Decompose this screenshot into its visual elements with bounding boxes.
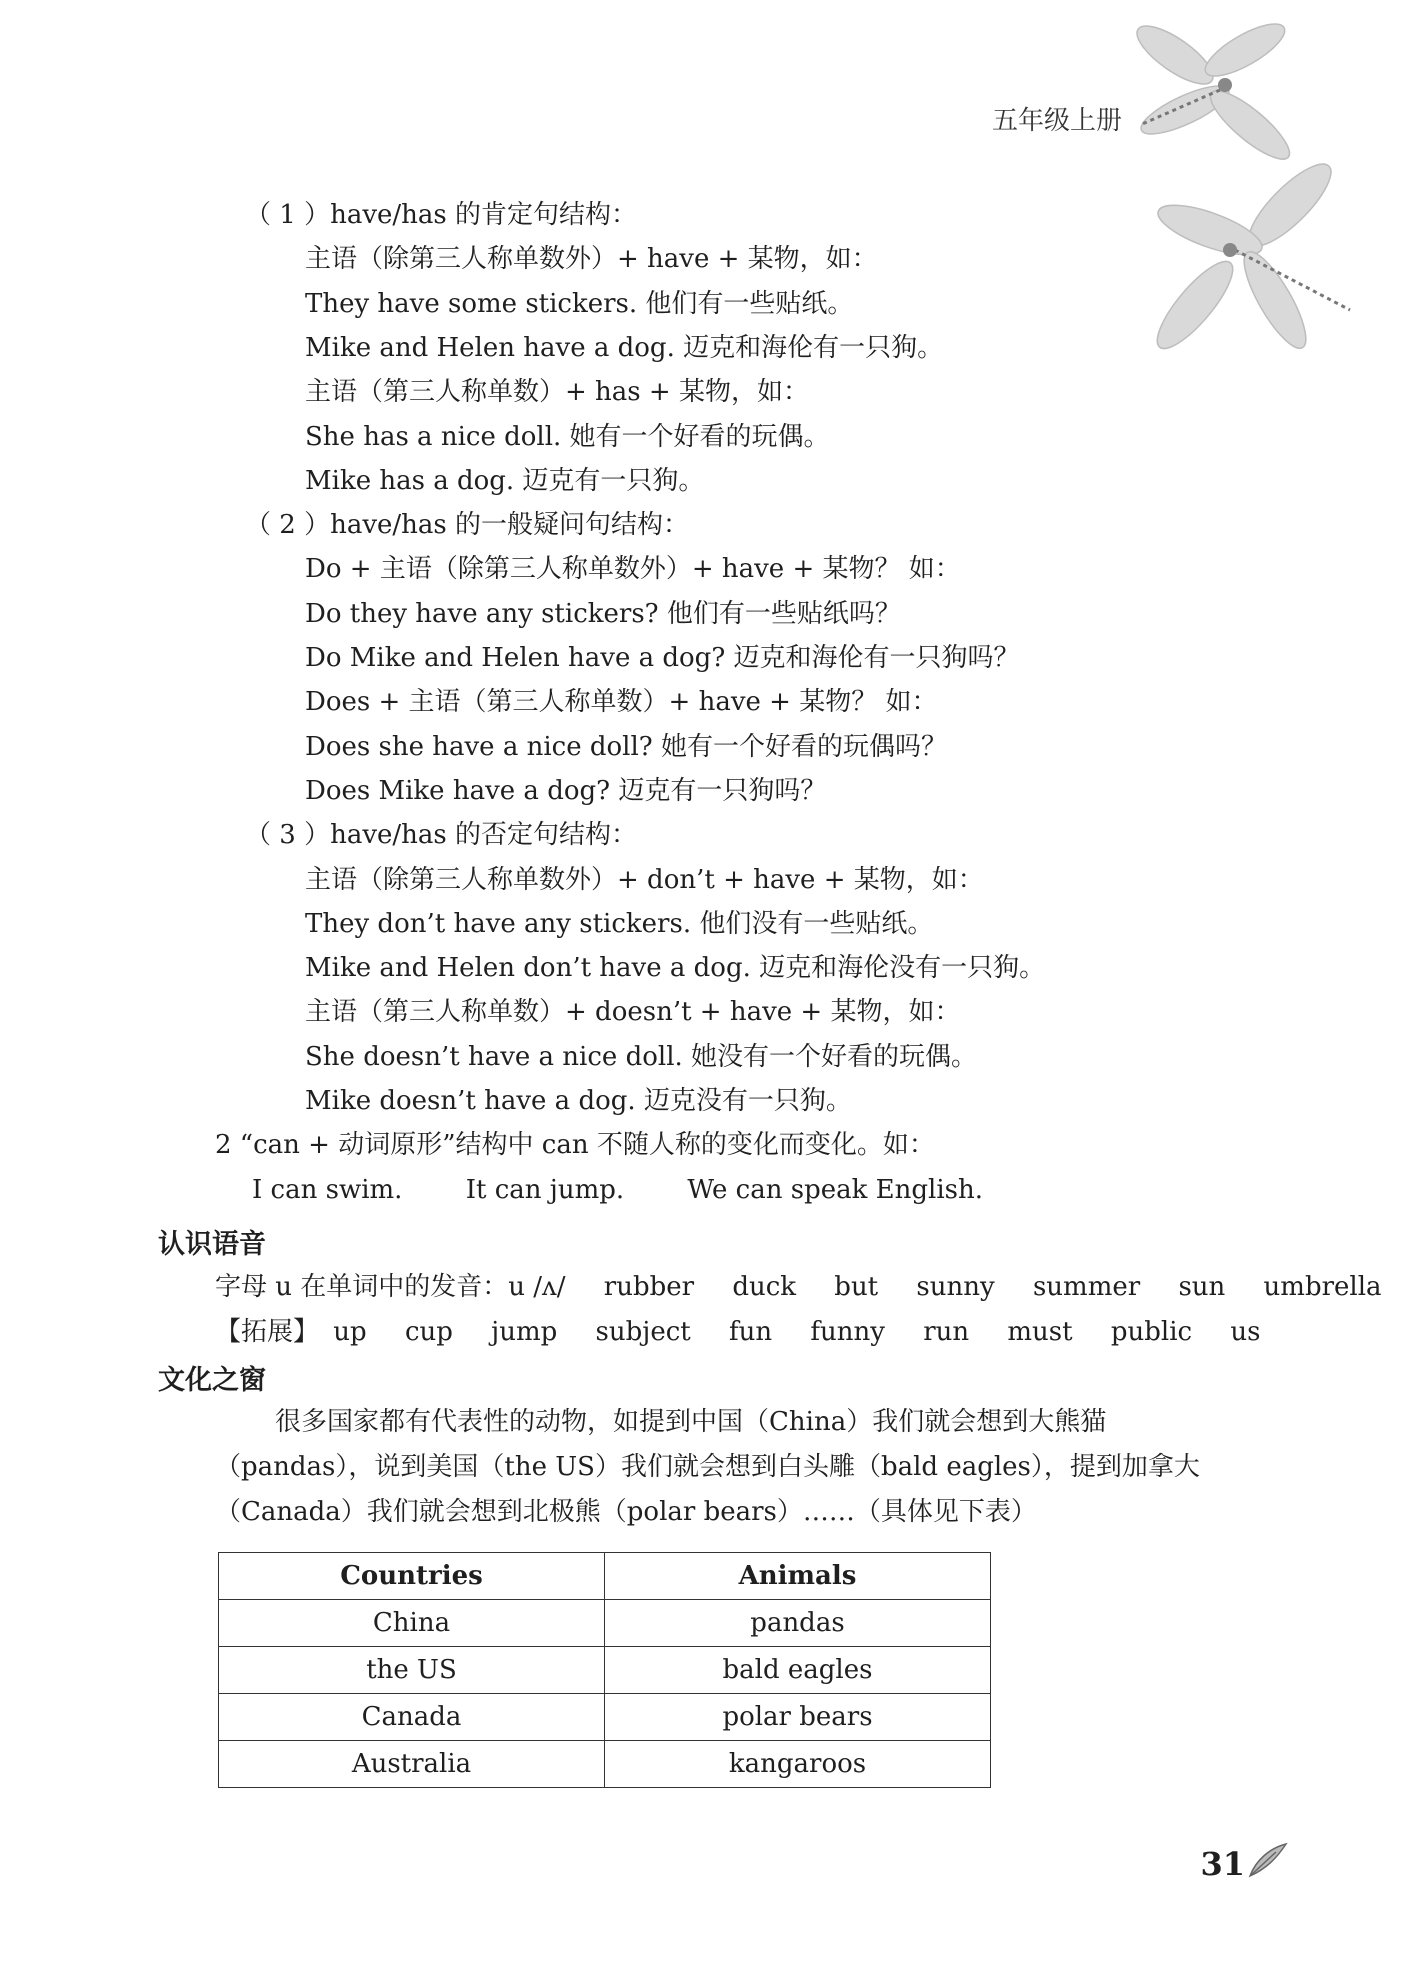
text-line: She doesn’t have a nice doll. 她没有一个好看的玩偶。: [305, 1041, 978, 1072]
text-line: 主语（除第三人称单数外）+ have + 某物，如：: [305, 244, 878, 275]
extension-word: cup: [404, 1317, 453, 1347]
extension-word: must: [1007, 1317, 1073, 1347]
table-header-row: [219, 1553, 991, 1600]
can-example: We can speak English.: [687, 1175, 983, 1205]
phonics-word: duck: [732, 1272, 797, 1302]
phonics-line: [215, 1265, 1412, 1309]
text-line: Does Mike have a dog? 迈克有一只狗吗？: [305, 775, 827, 806]
table-cell: China: [219, 1600, 605, 1647]
culture-paragraph: [215, 1400, 1235, 1535]
text-line: Does + 主语（第三人称单数）+ have + 某物？ 如：: [305, 687, 938, 718]
text-line: Do Mike and Helen have a dog? 迈克和海伦有一只狗吗？: [305, 643, 1020, 673]
can-example: I can swim.: [252, 1175, 403, 1205]
table-header: Animals: [605, 1553, 991, 1600]
extension-word: funny: [810, 1317, 885, 1347]
extension-line: [215, 1310, 1290, 1354]
table-cell: Australia: [219, 1741, 605, 1788]
text-line: 主语（第三人称单数）+ doesn’t + have + 某物，如：: [305, 997, 961, 1028]
table-cell: polar bears: [605, 1694, 991, 1741]
text-line: （ 1 ）have/has 的肯定句结构：: [245, 200, 638, 230]
extension-word: jump: [491, 1317, 558, 1347]
text-line: （ 2 ）have/has 的一般疑问句结构：: [245, 510, 690, 541]
text-line: She has a nice doll. 她有一个好看的玩偶。: [305, 421, 830, 452]
extension-word: public: [1110, 1317, 1193, 1347]
table-cell: bald eagles: [605, 1647, 991, 1694]
section-heading-culture: 文化之窗: [158, 1365, 266, 1396]
text-line: Mike doesn’t have a dog. 迈克没有一只狗。: [305, 1086, 852, 1116]
phonics-word: rubber: [603, 1272, 695, 1302]
text-line: 主语（第三人称单数）+ has + 某物，如：: [305, 377, 809, 408]
text-line: （ 3 ）have/has 的否定句结构：: [245, 820, 638, 851]
text-line: Mike and Helen don’t have a dog. 迈克和海伦没有一只狗。: [305, 953, 1046, 984]
table-cell: kangaroos: [605, 1741, 991, 1788]
text-line: 主语（除第三人称单数外）+ don’t + have + 某物，如：: [305, 864, 984, 895]
table-header: Countries: [219, 1553, 605, 1600]
extension-word: up: [333, 1317, 367, 1347]
extension-word: fun: [729, 1317, 773, 1347]
text-line: 2 “can + 动词原形”结构中 can 不随人称的变化而变化。如：: [215, 1130, 935, 1161]
phonics-word: sunny: [916, 1272, 995, 1302]
countries-animals-table: [218, 1552, 991, 1788]
extension-word: us: [1230, 1317, 1261, 1347]
text-line: They have some stickers. 他们有一些贴纸。: [305, 288, 854, 319]
phonics-word: but: [834, 1272, 879, 1302]
phonics-word: sun: [1178, 1272, 1226, 1302]
can-example: It can jump.: [465, 1175, 625, 1205]
extension-word: run: [923, 1317, 970, 1347]
culture-text: 很多国家都有代表性的动物，如提到中国（China）我们就会想到大熊猫（pandas），说到美国（the US）我们就会想到白头雕（bald eagles），提到加拿大（Canada）我们就会想到北极熊（polar bears）……（具体见下表）: [215, 1407, 1200, 1527]
table-row: [219, 1647, 991, 1694]
dragonfly-decoration: [1020, 0, 1350, 400]
section-heading-phonics: 认识语音: [158, 1229, 266, 1260]
text-line: Do + 主语（除第三人称单数外）+ have + 某物？ 如：: [305, 554, 961, 585]
table-cell: pandas: [605, 1600, 991, 1647]
table-row: [219, 1694, 991, 1741]
can-examples: [252, 1168, 1013, 1212]
extension-label: 【拓展】: [215, 1317, 320, 1347]
text-line: Does she have a nice doll? 她有一个好看的玩偶吗？: [305, 731, 947, 762]
text-line: Mike and Helen have a dog. 迈克和海伦有一只狗。: [305, 332, 944, 363]
leaf-icon: [1246, 1840, 1288, 1880]
table-row: [219, 1741, 991, 1788]
text-line: Do they have any stickers? 他们有一些贴纸吗？: [305, 598, 901, 629]
table-row: [219, 1600, 991, 1647]
phonics-intro: 字母 u 在单词中的发音：u /ʌ/: [215, 1272, 566, 1302]
table-cell: Canada: [219, 1694, 605, 1741]
extension-word: subject: [595, 1317, 691, 1347]
text-line: They don’t have any stickers. 他们没有一些贴纸。: [305, 908, 934, 939]
phonics-word: umbrella: [1263, 1272, 1382, 1302]
grade-header: 五年级上册: [991, 106, 1122, 136]
table-cell: the US: [219, 1647, 605, 1694]
text-line: Mike has a dog. 迈克有一只狗。: [305, 465, 705, 496]
page-number: 31: [1200, 1845, 1245, 1883]
phonics-word: summer: [1032, 1272, 1141, 1302]
